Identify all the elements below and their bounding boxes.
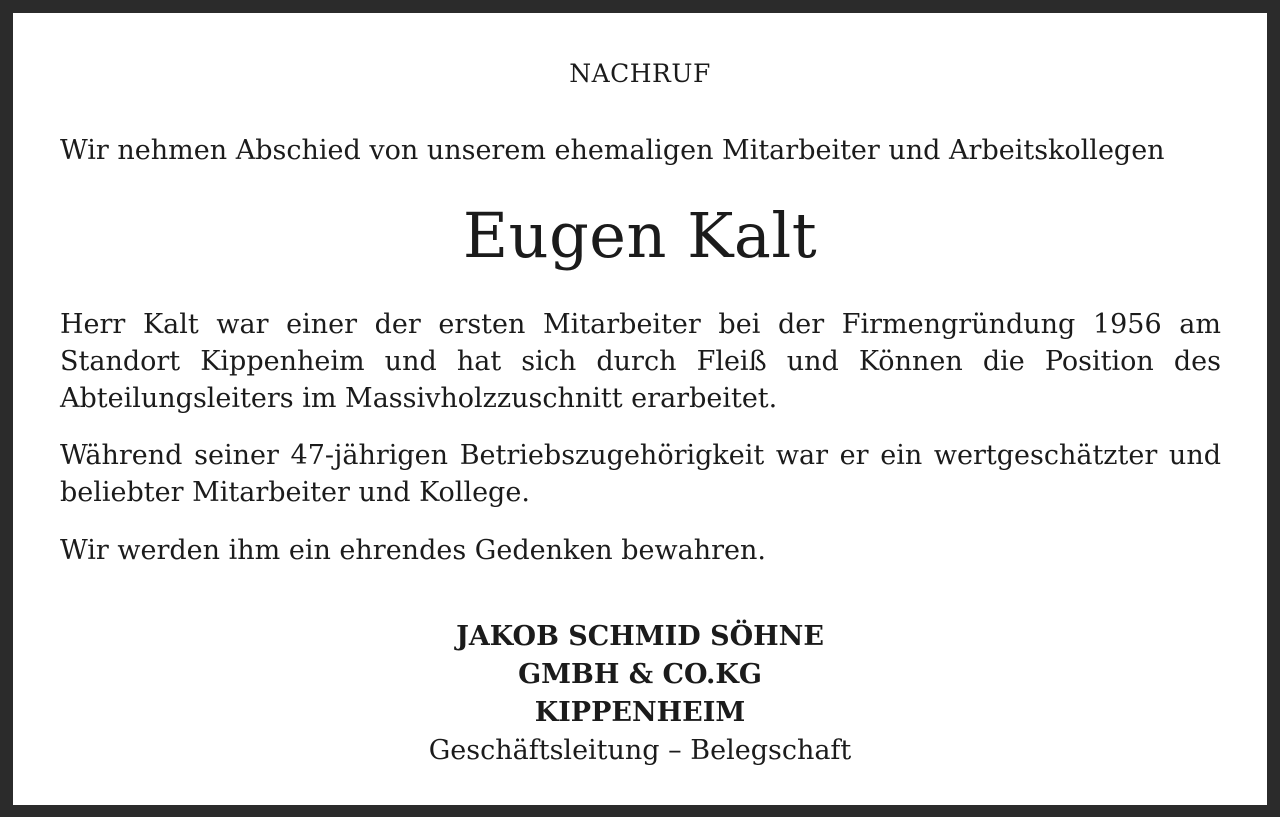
signatories: Geschäftsleitung – Belegschaft — [428, 735, 852, 766]
notice-intro: Wir nehmen Abschied von unserem ehemaligen Mitarbeiter und Arbeitskollegen — [60, 135, 1165, 166]
notice-body — [13, 13, 1267, 805]
deceased-name: Eugen Kalt — [462, 199, 818, 272]
paragraph-career: Herr Kalt war einer der ersten Mitarbeiter bei der Firmengründung 1956 am Standort Kippenheim und hat sich durch Fleiß und Können die Position des Abteilungsleiters im Massivholzzuschnitt erarbeitet. — [60, 309, 1221, 414]
paragraph-tenure: Während seiner 47-jährigen Betriebszugehörigkeit war er ein wertgeschätzter und beliebter Mitarbeiter und Kollege. — [60, 440, 1221, 508]
paragraph-remembrance: Wir werden ihm ein ehrendes Gedenken bewahren. — [60, 535, 766, 566]
company-signature — [13, 618, 1267, 732]
notice-heading: NACHRUF — [569, 59, 711, 88]
company-location-line: KIPPENHEIM — [534, 697, 746, 728]
company-legal-form-line: GMBH & CO.KG — [518, 659, 762, 690]
company-name-line: JAKOB SCHMID SÖHNE — [456, 621, 824, 652]
